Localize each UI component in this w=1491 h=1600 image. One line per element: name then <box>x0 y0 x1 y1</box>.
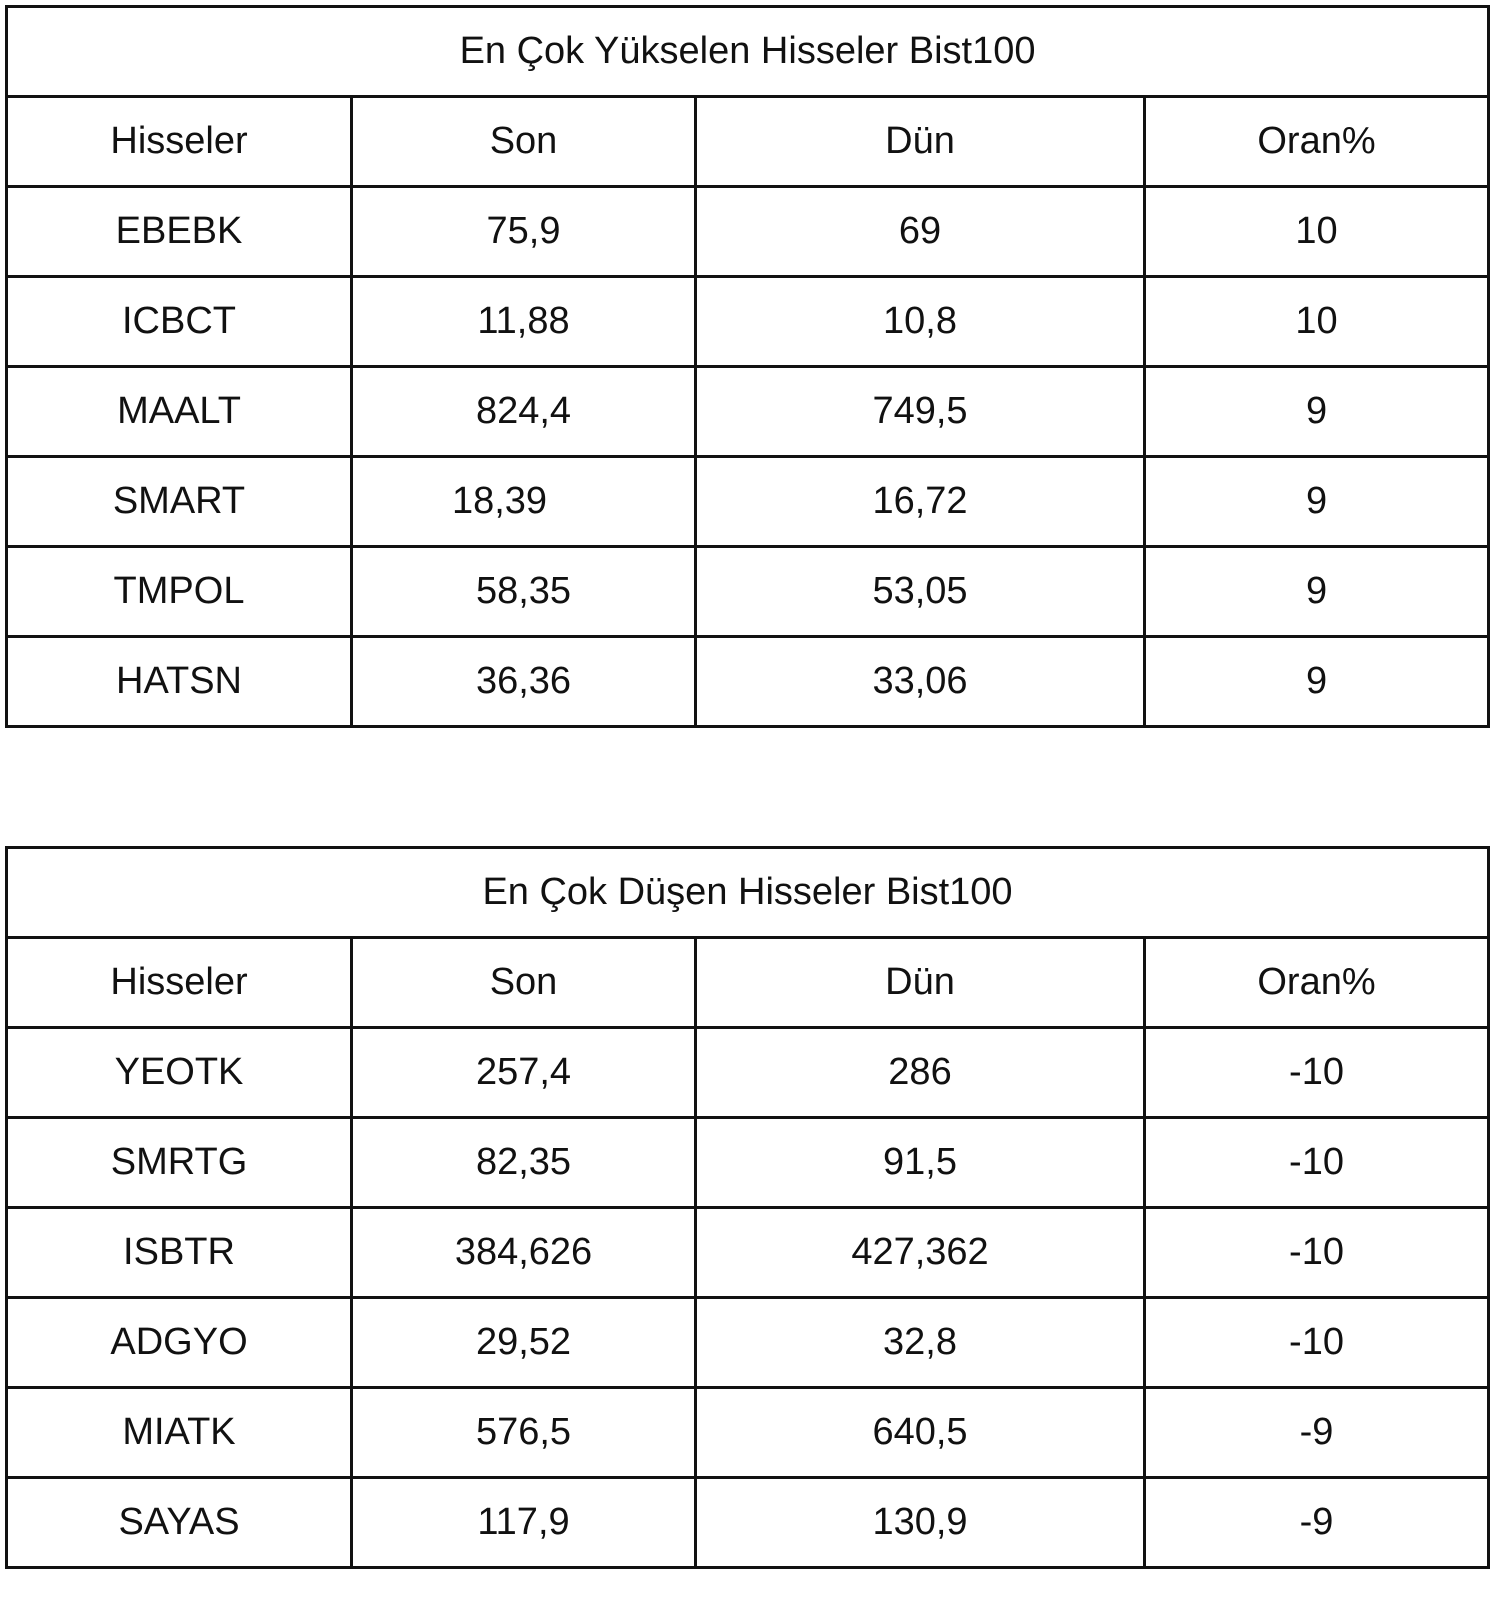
cell-dun: 427,362 <box>696 1208 1145 1298</box>
cell-oran: -10 <box>1145 1298 1489 1388</box>
cell-son: 75,9 <box>352 187 696 277</box>
column-header-hisseler: Hisseler <box>7 97 352 187</box>
cell-oran: 10 <box>1145 277 1489 367</box>
cell-son: 36,36 <box>352 637 696 727</box>
table-row <box>7 187 1489 277</box>
cell-son: 257,4 <box>352 1028 696 1118</box>
cell-ticker: HATSN <box>7 637 352 727</box>
cell-son: 384,626 <box>352 1208 696 1298</box>
table-row <box>7 1118 1489 1208</box>
cell-ticker: MAALT <box>7 367 352 457</box>
cell-dun: 69 <box>696 187 1145 277</box>
falling-stocks-table <box>5 846 1490 1569</box>
cell-son: 824,4 <box>352 367 696 457</box>
cell-son: 82,35 <box>352 1118 696 1208</box>
column-header-dun: Dün <box>696 97 1145 187</box>
table-row <box>7 1388 1489 1478</box>
column-header-hisseler: Hisseler <box>7 938 352 1028</box>
cell-oran: 9 <box>1145 637 1489 727</box>
rising-table-title: En Çok Yükselen Hisseler Bist100 <box>7 7 1489 97</box>
cell-oran: 10 <box>1145 187 1489 277</box>
cell-dun: 91,5 <box>696 1118 1145 1208</box>
cell-oran: -9 <box>1145 1388 1489 1478</box>
cell-son-value: 18,39 <box>451 480 548 522</box>
cell-ticker: MIATK <box>7 1388 352 1478</box>
cell-oran: -10 <box>1145 1208 1489 1298</box>
table-row <box>7 547 1489 637</box>
column-header-son: Son <box>352 938 696 1028</box>
table-row <box>7 367 1489 457</box>
cell-ticker: SAYAS <box>7 1478 352 1568</box>
cell-dun: 286 <box>696 1028 1145 1118</box>
cell-ticker: YEOTK <box>7 1028 352 1118</box>
cell-ticker: TMPOL <box>7 547 352 637</box>
cell-dun: 10,8 <box>696 277 1145 367</box>
cell-son: 576,5 <box>352 1388 696 1478</box>
cell-oran: -10 <box>1145 1118 1489 1208</box>
cell-ticker: SMART <box>7 457 352 547</box>
cell-son: 11,88 <box>352 277 696 367</box>
cell-oran: 9 <box>1145 367 1489 457</box>
cell-dun: 16,72 <box>696 457 1145 547</box>
table-title-row <box>7 848 1489 938</box>
rising-stocks-table <box>5 5 1490 728</box>
cell-ticker: ISBTR <box>7 1208 352 1298</box>
cell-dun: 32,8 <box>696 1298 1145 1388</box>
table-header-row <box>7 938 1489 1028</box>
column-header-oran: Oran% <box>1145 938 1489 1028</box>
cell-ticker: EBEBK <box>7 187 352 277</box>
table-title-row <box>7 7 1489 97</box>
table-row <box>7 1298 1489 1388</box>
cell-dun: 130,9 <box>696 1478 1145 1568</box>
cell-ticker: ICBCT <box>7 277 352 367</box>
cell-son: 29,52 <box>352 1298 696 1388</box>
cell-son: 117,9 <box>352 1478 696 1568</box>
cell-son <box>352 457 696 547</box>
cell-ticker: ADGYO <box>7 1298 352 1388</box>
falling-table-title: En Çok Düşen Hisseler Bist100 <box>7 848 1489 938</box>
column-header-oran: Oran% <box>1145 97 1489 187</box>
table-row <box>7 1478 1489 1568</box>
column-header-dun: Dün <box>696 938 1145 1028</box>
cell-oran: -9 <box>1145 1478 1489 1568</box>
column-header-son: Son <box>352 97 696 187</box>
cell-dun: 640,5 <box>696 1388 1145 1478</box>
cell-dun: 749,5 <box>696 367 1145 457</box>
table-row <box>7 457 1489 547</box>
cell-oran: 9 <box>1145 457 1489 547</box>
cell-dun: 53,05 <box>696 547 1145 637</box>
table-row <box>7 637 1489 727</box>
cell-oran: 9 <box>1145 547 1489 637</box>
cell-ticker: SMRTG <box>7 1118 352 1208</box>
table-row <box>7 277 1489 367</box>
cell-dun: 33,06 <box>696 637 1145 727</box>
cell-son: 58,35 <box>352 547 696 637</box>
table-header-row <box>7 97 1489 187</box>
table-row <box>7 1208 1489 1298</box>
table-row <box>7 1028 1489 1118</box>
cell-oran: -10 <box>1145 1028 1489 1118</box>
